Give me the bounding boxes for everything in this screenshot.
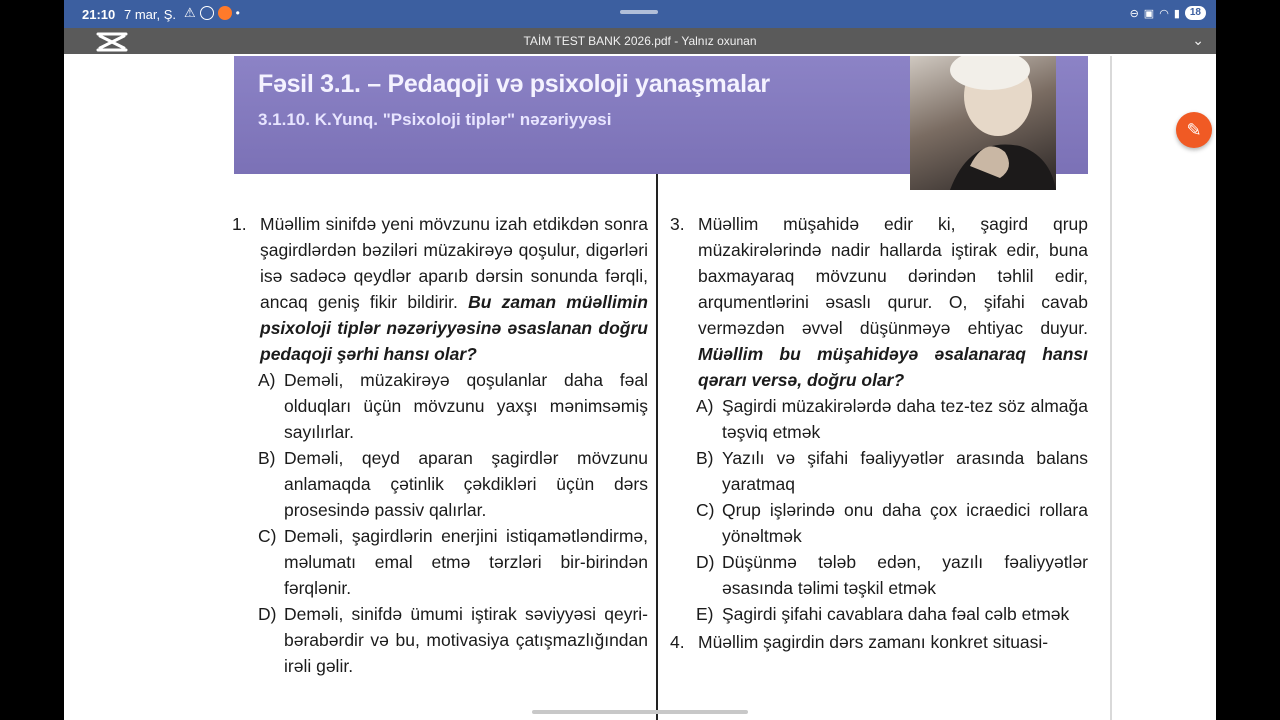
column-divider — [656, 174, 658, 720]
page-edge — [1110, 56, 1112, 720]
option-label: B) — [696, 448, 714, 468]
option-b[interactable] — [258, 445, 648, 523]
option-text: Yazılı və şifahi fəaliyyətlər arasında balans yaratmaq — [722, 448, 1088, 494]
portrait-image — [910, 56, 1056, 190]
status-bar — [64, 0, 1216, 28]
left-column — [232, 211, 648, 679]
right-column — [670, 211, 1088, 655]
question-number: 3. — [670, 214, 685, 234]
option-text: Deməli, sinifdə ümumi iştirak səviyyəsi qeyri-bərabərdir və bu, motivasiya çatışmazlığından irəli gəlir. — [284, 604, 648, 676]
chevron-down-icon[interactable]: ⌄ — [1192, 32, 1204, 48]
annotate-button[interactable] — [1176, 112, 1212, 148]
more-notifications-dot: • — [235, 6, 240, 20]
option-d[interactable] — [258, 601, 648, 679]
option-a[interactable] — [696, 393, 1088, 445]
question-body — [698, 211, 1088, 393]
option-text: Deməli, qeyd aparan şagirdlər mövzunu anlamaqda çətinlik çəkdikləri üçün dərs prosesində passiv qalırlar. — [284, 448, 648, 520]
question-stem: Müəllim müşahidə edir ki, şagird qrup müzakirələrində nadir hallarda iştirak edir, buna baxmayaraq mövzunu dərindən təhlil edir, arqumentlərini əsaslı qurur. O, şifahi cavab verməzdən əvvəl düşünməyə ehtiyac duyur. — [698, 214, 1088, 338]
option-label: A) — [258, 370, 276, 390]
status-time: 21:10 — [82, 7, 116, 22]
option-label: B) — [258, 448, 276, 468]
tablet-screen — [64, 0, 1216, 720]
question-4 — [670, 629, 1088, 655]
wifi-icon: ◠ — [1159, 7, 1169, 20]
document-title: TAİM TEST BANK 2026.pdf - Yalnız oxunan — [523, 34, 757, 48]
app-notification-icon — [218, 6, 232, 20]
question-number: 4. — [670, 632, 685, 652]
question-stem: Müəllim sinifdə yeni mövzunu izah etdikdən sonra şagirdlərdən bəziləri müzakirəyə qoşulur, digərləri isə sadəcə qeydlər aparıb dərsin sonunda fərqli, ancaq geniş fikir bildirir. — [260, 214, 648, 312]
notification-icons — [184, 5, 240, 21]
option-text: Şagirdi müzakirələrdə daha tez-tez söz almağa təşviq etmək — [722, 396, 1088, 442]
option-text: Şagirdi şifahi cavablara daha fəal cəlb etmək — [722, 604, 1070, 624]
pdf-page — [64, 54, 1216, 720]
option-a[interactable] — [258, 367, 648, 445]
option-label: C) — [258, 526, 277, 546]
document-title-bar — [64, 28, 1216, 54]
option-label: C) — [696, 500, 715, 520]
option-c[interactable] — [258, 523, 648, 601]
option-text: Deməli, müzakirəyə qoşulanlar daha fəal olduqları üçün mövzunu yaxşı mənimsəmiş sayılırlar. — [284, 370, 648, 442]
chapter-title: Fəsil 3.1. – Pedaqoji və psixoloji yanaşmalar — [258, 70, 770, 98]
status-date: 7 mar, Ş. — [124, 7, 177, 22]
question-body — [260, 211, 648, 367]
option-e[interactable] — [696, 601, 1088, 627]
pencil-icon: ✎ — [1186, 120, 1202, 140]
chapter-banner — [234, 56, 1088, 174]
option-c[interactable] — [696, 497, 1088, 549]
battery-level: 18 — [1185, 6, 1206, 20]
option-text: Qrup işlərində onu daha çox icraedici rollara yönəltmək — [722, 500, 1088, 546]
question-stem: Müəllim şagirdin dərs zamanı konkret situasi- — [698, 632, 1049, 652]
warning-icon: ⚠ — [184, 5, 196, 20]
signal-icon: ▮ — [1173, 7, 1180, 20]
question-1 — [232, 211, 648, 367]
notification-pull-handle[interactable] — [620, 10, 658, 14]
whatsapp-icon — [200, 6, 214, 20]
question-prompt: Bu zaman müəllimin psixoloji tiplər nəzəriyyəsinə əsaslanan doğru pedaqoji şərhi hansı olar? — [260, 292, 648, 364]
option-label: E) — [696, 604, 714, 624]
option-d[interactable] — [696, 549, 1088, 601]
option-label: A) — [696, 396, 714, 416]
option-b[interactable] — [696, 445, 1088, 497]
question-prompt: Müəllim bu müşahidəyə əsalanaraq hansı qərarı versə, doğru olar? — [698, 344, 1088, 390]
option-text: Deməli, şagirdlərin enerjini istiqamətləndirmə, məlumatı emal etmə tərzləri bir-birindən fərqlənir. — [284, 526, 648, 598]
section-subtitle: 3.1.10. K.Yunq. "Psixoloji tiplər" nəzəriyyəsi — [258, 110, 612, 129]
sim-icon: ▣ — [1143, 7, 1155, 20]
question-number: 1. — [232, 214, 247, 234]
option-label: D) — [258, 604, 277, 624]
home-gesture-bar[interactable] — [532, 710, 748, 714]
option-text: Düşünmə tələb edən, yazılı fəaliyyətlər əsasında təlimi təşkil etmək — [722, 552, 1088, 598]
dnd-icon: ⊖ — [1129, 7, 1139, 20]
jung-portrait — [910, 56, 1056, 190]
option-label: D) — [696, 552, 715, 572]
system-icons — [1130, 6, 1206, 20]
question-3 — [670, 211, 1088, 393]
